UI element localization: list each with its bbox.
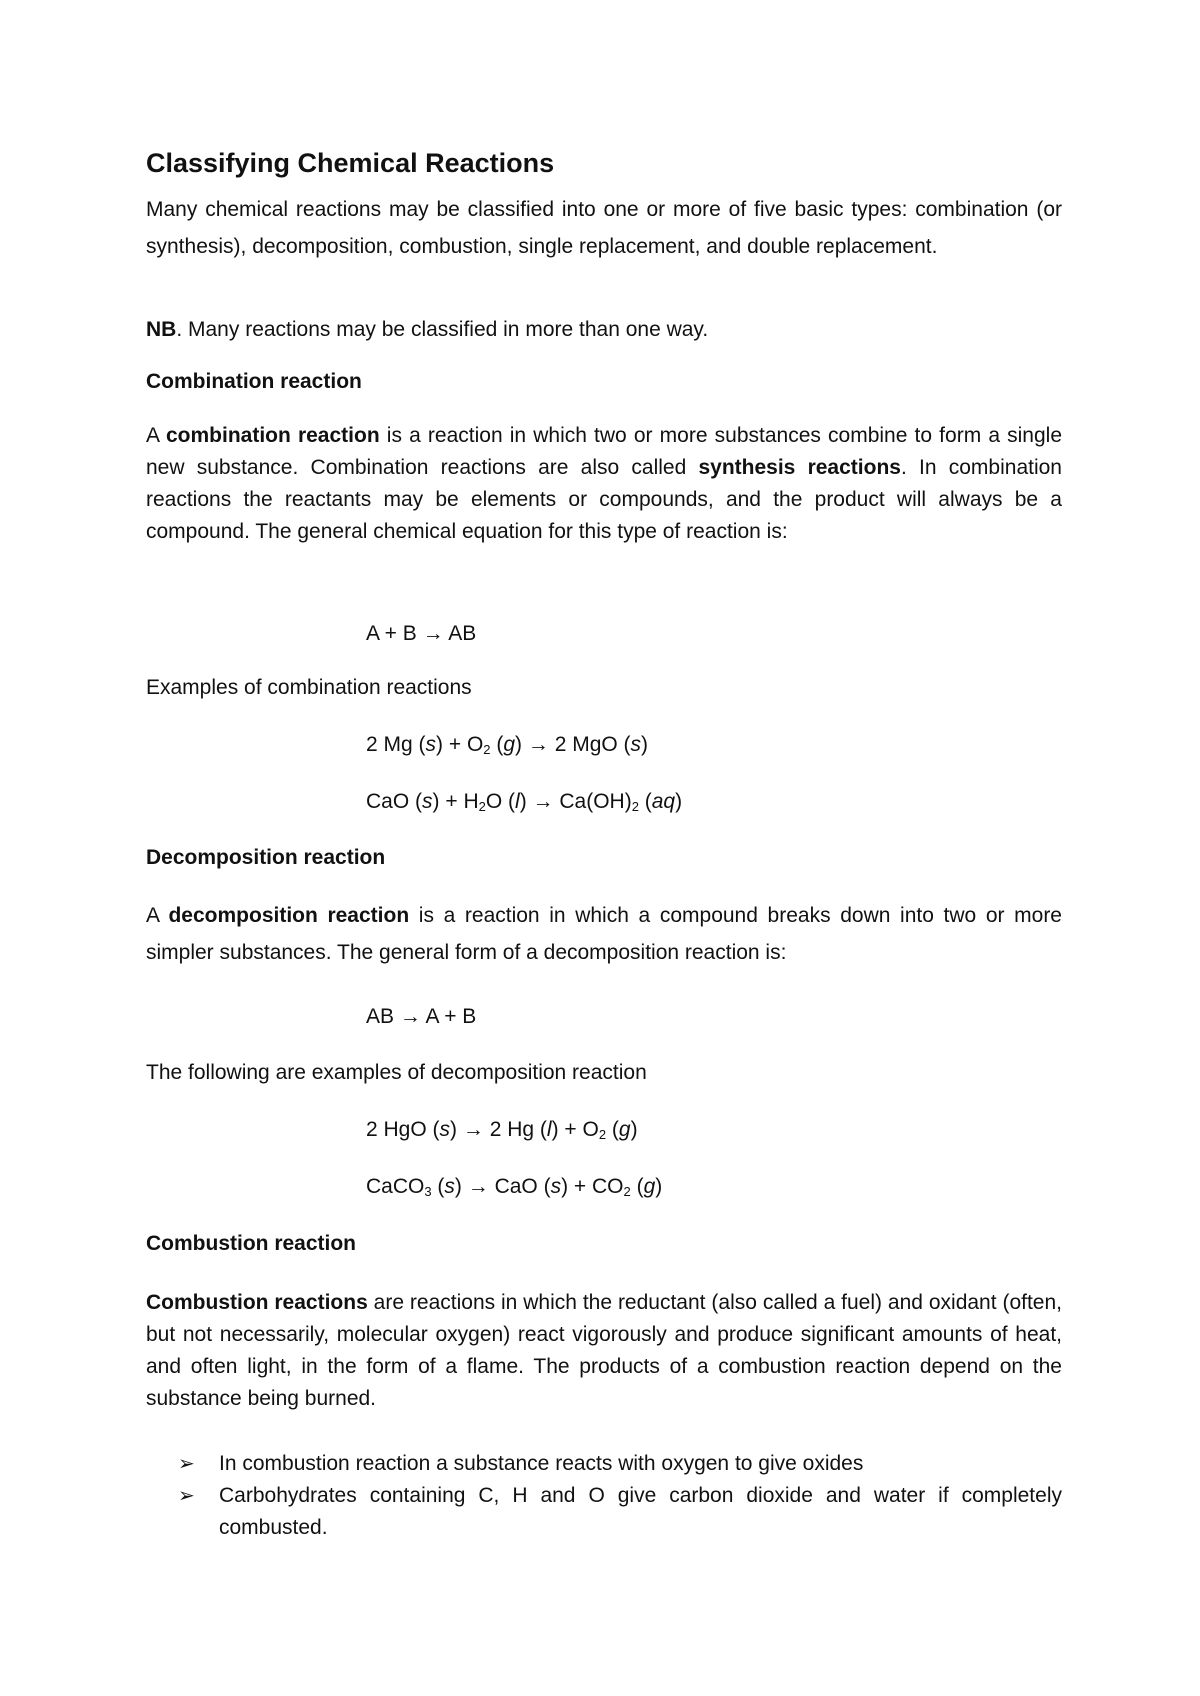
decomposition-paragraph bbox=[146, 897, 1062, 971]
decomposition-heading: Decomposition reaction bbox=[146, 846, 386, 869]
page-title: Classifying Chemical Reactions bbox=[146, 148, 555, 178]
combination-example-2: CaO $(s) + H_2O$ $(l) \to Ca(OH)_2$ (aq) bbox=[366, 790, 683, 814]
combination-example-1: 2 Mg $(s) + O_2$ (g) → 2 MgO (s) bbox=[366, 733, 649, 757]
decomposition-text-b: is a reaction in which a compound breaks down into two or more simpler substances. The general form of a decomposition reaction is: bbox=[146, 904, 1062, 964]
decomposition-text-a: A bbox=[146, 904, 169, 927]
combination-examples-label: Examples of combination reactions bbox=[146, 676, 472, 699]
nb-label: NB bbox=[146, 318, 177, 341]
combustion-paragraph bbox=[146, 1287, 1062, 1415]
combination-text-b: is a reaction in which two or more substances combine to form a single new substance. Combination reactions are also called bbox=[146, 424, 1063, 479]
list-item bbox=[146, 1448, 1062, 1480]
arrowhead-bullet-icon: ➢ bbox=[178, 1453, 195, 1475]
combustion-heading: Combustion reaction bbox=[146, 1232, 357, 1255]
bullet-text: Carbohydrates containing C, H and O give carbon dioxide and water if completely combusted. bbox=[219, 1484, 1062, 1539]
decomposition-example-1: 2 HgO (s) → 2 Hg $(l) + O_2$ (g) bbox=[366, 1118, 638, 1142]
synthesis-term: synthesis reactions bbox=[698, 456, 901, 479]
combination-heading: Combination reaction bbox=[146, 370, 362, 393]
bullet-text: In combustion reaction a substance reacts with oxygen to give oxides bbox=[219, 1452, 864, 1475]
intro-paragraph: Many chemical reactions may be classified into one or more of five basic types: combination (or synthesis), decomposition, combustion, single replacement, and double replacement. bbox=[146, 198, 1062, 258]
combination-term: combination reaction bbox=[165, 424, 380, 447]
decomposition-term: decomposition reaction bbox=[168, 904, 410, 927]
decomposition-general-equation: AB → A + B bbox=[366, 1005, 477, 1028]
nb-note bbox=[146, 318, 708, 342]
combination-text-c: . In combination reactions the reactants may be elements or compounds, and the product will always be a compound. The general chemical equation for this type of reaction is: bbox=[146, 456, 1062, 543]
decomposition-examples-label: The following are examples of decomposition reaction bbox=[146, 1061, 647, 1084]
combustion-bullet-list bbox=[146, 1448, 1062, 1544]
combination-text-a: A bbox=[146, 424, 166, 447]
combustion-term: Combustion reactions bbox=[146, 1291, 368, 1314]
combination-paragraph bbox=[146, 420, 1062, 548]
combination-general-equation: A + B → AB bbox=[366, 622, 477, 645]
nb-text: . Many reactions may be classified in more than one way. bbox=[176, 318, 709, 341]
arrowhead-bullet-icon: ➢ bbox=[178, 1485, 195, 1507]
decomposition-example-2: CaCO$_3$ (s) → CaO $(s) + CO_2$ (g) bbox=[366, 1175, 663, 1199]
list-item bbox=[146, 1480, 1062, 1544]
combustion-text: are reactions in which the reductant (also called a fuel) and oxidant (often, but not necessarily, molecular oxygen) react vigorously and produce significant amounts of heat, and often light, in the form of a flame. The products of a combustion reaction depend on the substance being burned. bbox=[146, 1291, 1062, 1410]
